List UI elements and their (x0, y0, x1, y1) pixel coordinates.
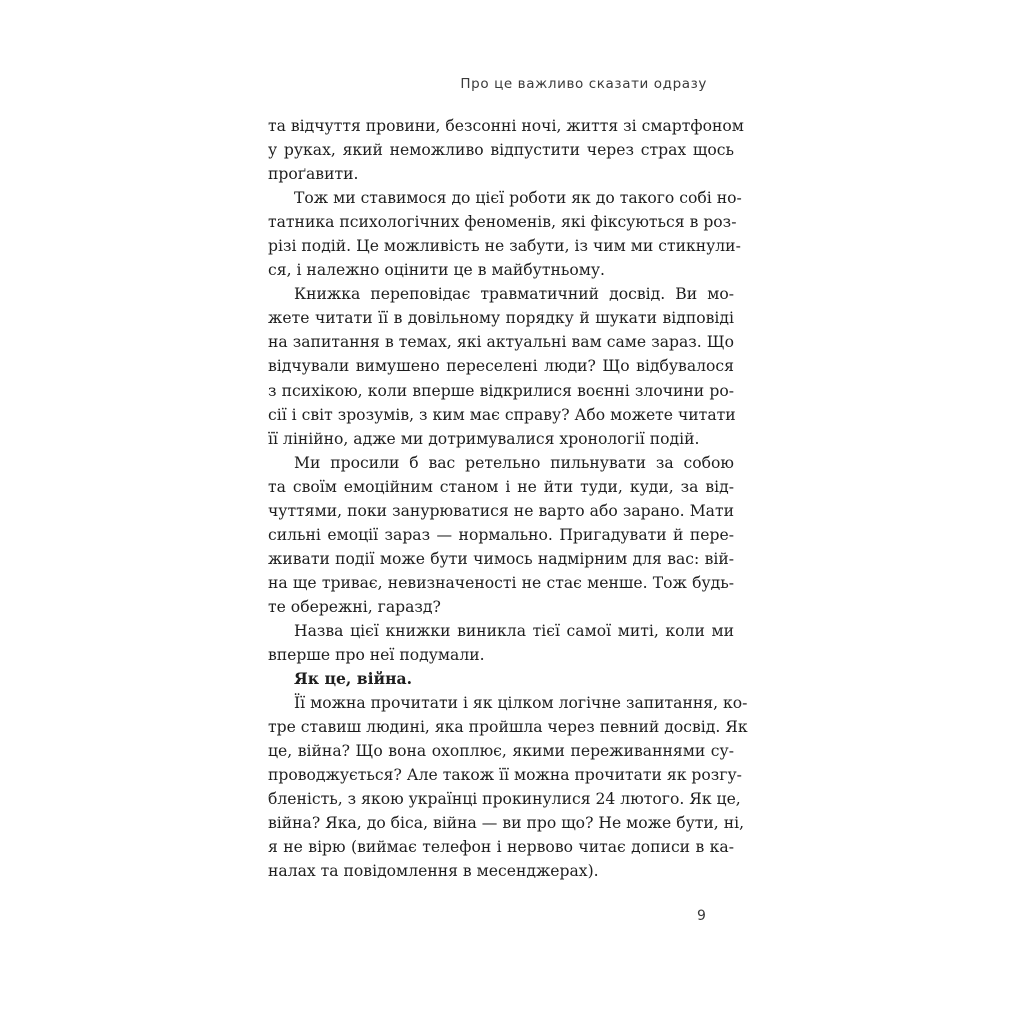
text-line: та відчуття провини, безсонні ночі, життя зі смартфоном (268, 117, 744, 135)
running-header: Про це важливо сказати одразу (460, 76, 707, 92)
text-line: на ще триває, невизначеності не стає менше. Тож будь- (268, 573, 734, 592)
text-line: різі подій. Це можливість не забути, із чим ми стикнули- (268, 237, 741, 256)
text-line: чуттями, поки занурюватися не варто або зарано. Мати (268, 501, 734, 520)
text-line: проґавити. (268, 165, 359, 184)
text-line: її лінійно, адже ми дотримувалися хронології подій. (268, 429, 700, 448)
section-heading: Як це, війна. (294, 669, 413, 689)
text-line: ся, і належно оцінити це в майбутньому. (268, 261, 605, 280)
text-line: відчували вимушено переселені люди? Що відбувалося (268, 357, 734, 376)
text-line: бленість, з якою українці прокинулися 24 лютого. Як це, (268, 790, 741, 809)
text-line: Книжка переповідає травматичний досвід. Ви мо- (294, 285, 734, 304)
text-line: Тож ми ставимося до цієї роботи як до такого собі но- (294, 189, 742, 208)
text-line: сії і світ зрозумів, з ким має справу? Або можете читати (268, 405, 736, 424)
text-line: живати події може бути чимось надмірним для вас: вій- (268, 549, 734, 568)
text-line: татника психологічних феноменів, які фіксуються в роз- (268, 213, 737, 232)
page-number: 9 (697, 908, 706, 924)
text-line: те обережні, гаразд? (268, 597, 441, 616)
text-line: з психікою, коли вперше відкрилися воєнні злочини ро- (268, 381, 734, 400)
text-line: сильні емоції зараз — нормально. Пригадувати й пере- (268, 525, 734, 544)
text-line: проводжується? Але також її можна прочитати як розгу- (268, 766, 742, 785)
text-line: у руках, який неможливо відпустити через страх щось (268, 141, 734, 160)
text-line: налах та повідомлення в месенджерах). (268, 862, 599, 881)
text-line: Назва цієї книжки виникла тієї самої миті, коли ми (294, 621, 734, 640)
text-line: тре ставиш людині, яка пройшла через певний досвід. Як (268, 718, 748, 737)
text-line: Ми просили б вас ретельно пильнувати за собою (294, 453, 734, 472)
text-line: війна? Яка, до біса, війна — ви про що? Не може бути, ні, (268, 814, 745, 833)
body-text (268, 114, 748, 884)
text-line: жете читати її в довільному порядку й шукати відповіді (268, 309, 734, 328)
text-line: вперше про неї подумали. (268, 646, 485, 665)
text-line: це, війна? Що вона охоплює, якими переживаннями су- (268, 742, 734, 761)
text-line: я не вірю (виймає телефон і нервово читає дописи в ка- (268, 838, 734, 857)
text-line: на запитання в темах, які актуальні вам саме зараз. Що (268, 333, 734, 352)
text-line: та своїм емоційним станом і не йти туди, куди, за від- (268, 477, 734, 496)
text-line: Її можна прочитати і як цілком логічне запитання, ко- (294, 694, 748, 713)
